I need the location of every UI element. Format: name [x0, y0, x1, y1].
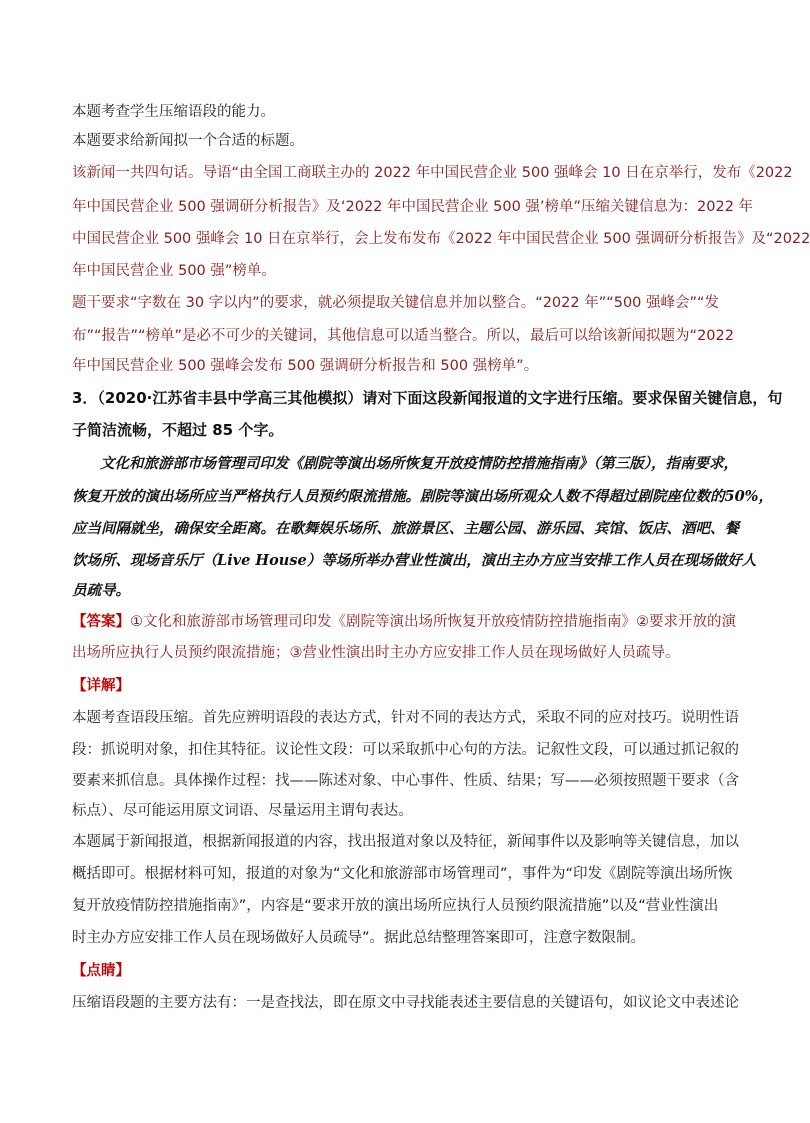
point-line: 压缩语段题的主要方法有：一是查找法，即在原文中寻找能表述主要信息的关键语句，如议论文中表述论 [72, 995, 739, 1011]
detail-line: 标点）、尽可能运用原文词语、尽量运用主谓句表达。 [72, 803, 413, 819]
passage-line: 员疏导。 [72, 582, 130, 599]
detail-line: 本题考查语段压缩。首先应辨明语段的表达方式，针对不同的表达方式，采取不同的应对技巧。说明性语 [72, 710, 739, 726]
analysis-line: 年中国民营企业 500 强峰会发布 500 强调研分析报告和 500 强榜单”。 [72, 358, 539, 374]
analysis-line: 布”“报告”“榜单”是必不可少的关键词，其他信息可以适当整合。所以，最后可以给该新闻拟题为“2022 [72, 328, 734, 344]
detail-tag: 【详解】 [72, 678, 130, 694]
passage-line: 恢复开放的演出场所应当严格执行人员预约限流措施。剧院等演出场所观众人数不得超过剧院座位数的50%， [72, 488, 773, 505]
answer-text: ①文化和旅游部市场管理司印发《剧院等演出场所恢复开放疫情防控措施指南》②要求开放的演 [130, 614, 736, 630]
detail-line: 时主办方应安排工作人员在现场做好人员疏导”。据此总结整理答案即可，注意字数限制。 [72, 930, 646, 946]
detail-line: 概括即可。根据材料可知，报道的对象为“文化和旅游部市场管理司”，事件为“印发《剧院等演出场所恢 [72, 866, 733, 882]
analysis-line: 中国民营企业 500 强峰会 10 日在京举行，会上发布发布《2022 年中国民营企业 500 强调研分析报告》及“2022 [72, 231, 810, 247]
question-title: 3．（2020·江苏省丰县中学高三其他模拟）请对下面这段新闻报道的文字进行压缩。要求保留关键信息，句 [72, 389, 783, 407]
passage-line: 饮场所、现场音乐厅（Live House）等场所举办营业性演出，演出主办方应当安排工作人员在现场做好人 [72, 552, 757, 569]
detail-line: 复开放疫情防控措施指南》”，内容是“要求开放的演出场所应执行人员预约限流措施”以及“营业性演出 [72, 898, 719, 914]
point-tag: 【点睛】 [72, 963, 130, 979]
analysis-line: 年中国民营企业 500 强调研分析报告》及‘2022 年中国民营企业 500 强’榜单”压缩关键信息为：2022 年 [72, 199, 754, 215]
answer-line: 出场所应执行人员预约限流措施；③营业性演出时主办方应安排工作人员在现场做好人员疏导。 [72, 645, 680, 661]
detail-line: 段：抓说明对象，扣住其特征。议论性文段：可以采取抓中心句的方法。记叙性文段，可以通过抓记叙的 [72, 742, 739, 758]
answer-line [72, 611, 736, 633]
analysis-line: 年中国民营企业 500 强”榜单。 [72, 263, 276, 279]
analysis-line: 该新闻一共四句话。导语“由全国工商联主办的 2022 年中国民营企业 500 强峰会 10 日在京举行，发布《2022 [72, 165, 793, 181]
answer-tag: 【答案】 [72, 614, 130, 630]
detail-line: 本题属于新闻报道，根据新闻报道的内容，找出报道对象以及特征，新闻事件以及影响等关键信息，加以 [72, 834, 739, 850]
question-title: 子简洁流畅，不超过 85 个字。 [72, 421, 284, 439]
analysis-line: 本题考查学生压缩语段的能力。 [72, 104, 275, 120]
passage-line: 文化和旅游部市场管理司印发《剧院等演出场所恢复开放疫情防控措施指南》（第三版），指南要求， [100, 455, 738, 472]
analysis-line: 题干要求“字数在 30 字以内”的要求，就必须提取关键信息并加以整合。“2022 年”“500 强峰会”“发 [72, 295, 720, 311]
passage-line: 应当间隔就坐，确保安全距离。在歌舞娱乐场所、旅游景区、主题公园、游乐园、宾馆、饭店、酒吧、餐 [72, 520, 739, 537]
analysis-line: 本题要求给新闻拟一个合适的标题。 [72, 133, 304, 149]
detail-line: 要素来抓信息。具体操作过程：找——陈述对象、中心事件、性质、结果；写——必须按照题干要求（含 [72, 773, 739, 789]
